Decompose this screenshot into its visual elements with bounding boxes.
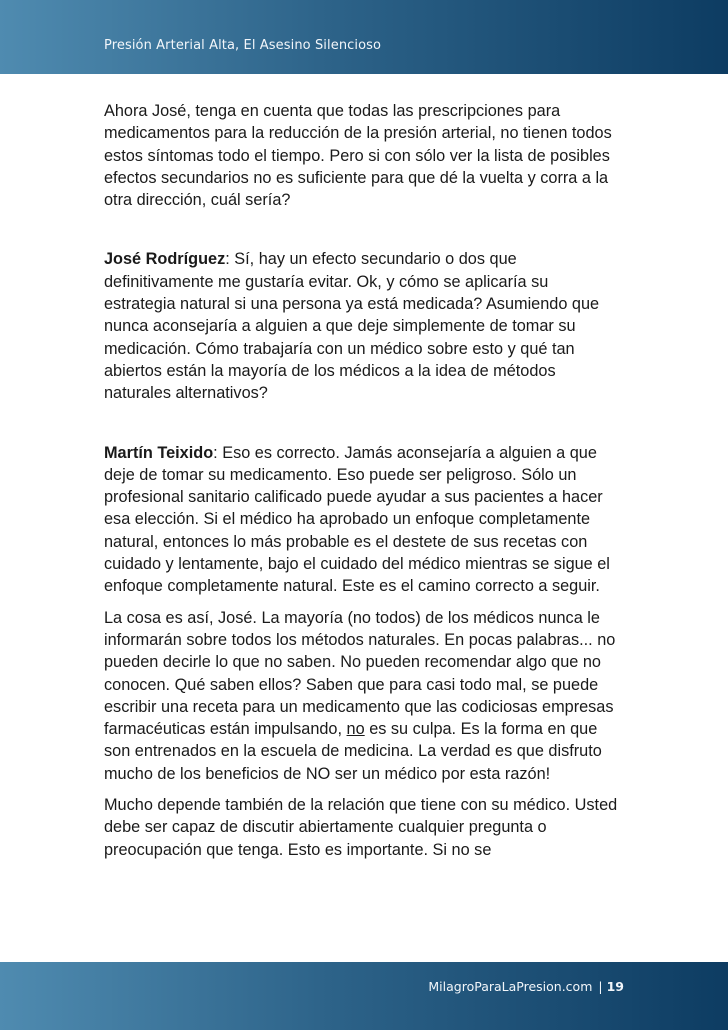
footer-site: MilagroParaLaPresion.com: [428, 979, 593, 994]
paragraph-intro: Ahora José, tenga en cuenta que todas las prescripciones para medicamentos para la reducción de la presión arterial, no tienen todos estos síntomas todo el tiempo. Pero si con sólo ver la lista de posibles efectos secundarios no es suficiente para que dé la vuelta y corra a la otra dirección, cuál sería?: [104, 102, 612, 210]
page-number: 19: [606, 979, 624, 994]
paragraph-relationship: Mucho depende también de la relación que tiene con su médico. Usted debe ser capaz de discutir abiertamente cualquier pregunta o preocupación que tenga. Esto es importante. Si no se: [104, 796, 618, 859]
running-header-title: Presión Arterial Alta, El Asesino Silencioso: [104, 38, 382, 53]
paragraph-martin: [104, 442, 624, 598]
speaker-name-jose: José Rodríguez: [104, 250, 226, 269]
paragraph-doctors-text-b: es su culpa. Es la forma en que son entrenados en la escuela de medicina. La verdad es que disfruto mucho de los beneficios de NO ser un médico por esta razón!: [104, 720, 602, 783]
speaker-name-martin: Martín Teixido: [104, 443, 214, 462]
footer: [428, 979, 624, 994]
paragraph-doctors-text-a: La cosa es así, José. La mayoría (no todos) de los médicos nunca le informarán sobre todos los métodos naturales. En pocas palabras... no pueden decirle lo que no saben. No pueden recomendar algo que no conocen. Qué saben ellos? Saben que para casi todo mal, se puede escribir una receta para un medicamento que las codiciosas empresas farmacéuticas están impulsando,: [104, 608, 616, 739]
footer-band: [0, 962, 728, 1030]
underlined-word: no: [346, 720, 365, 739]
paragraph-martin-text: : Eso es correcto. Jamás aconsejaría a alguien a que deje de tomar su medicamento. Eso puede ser peligroso. Sólo un profesional sanitario calificado puede ayudar a sus pacientes a hacer esa elección. Si el médico ha aprobado un enfoque completamente natural, entonces lo más probable es el destete de sus recetas con cuidado y lentamente, bajo el cuidado del médico mientras se sigue el enfoque completamente natural. Este es el camino correcto a seguir.: [104, 443, 610, 596]
paragraph-jose-text: : Sí, hay un efecto secundario o dos que definitivamente me gustaría evitar. Ok, y cómo se aplicaría su estrategia natural si una persona ya está medicada? Asumiendo que nunca aconsejaría a alguien a que deje simplemente de tomar su medicación. Cómo trabajaría con un médico sobre esto y qué tan abiertos están la mayoría de los médicos a la idea de métodos naturales alternativos?: [104, 250, 600, 403]
footer-separator: |: [598, 979, 603, 994]
paragraph-jose: [104, 248, 624, 404]
paragraph-doctors: [104, 607, 624, 785]
header-band: [0, 0, 728, 74]
page-body: [104, 100, 624, 861]
